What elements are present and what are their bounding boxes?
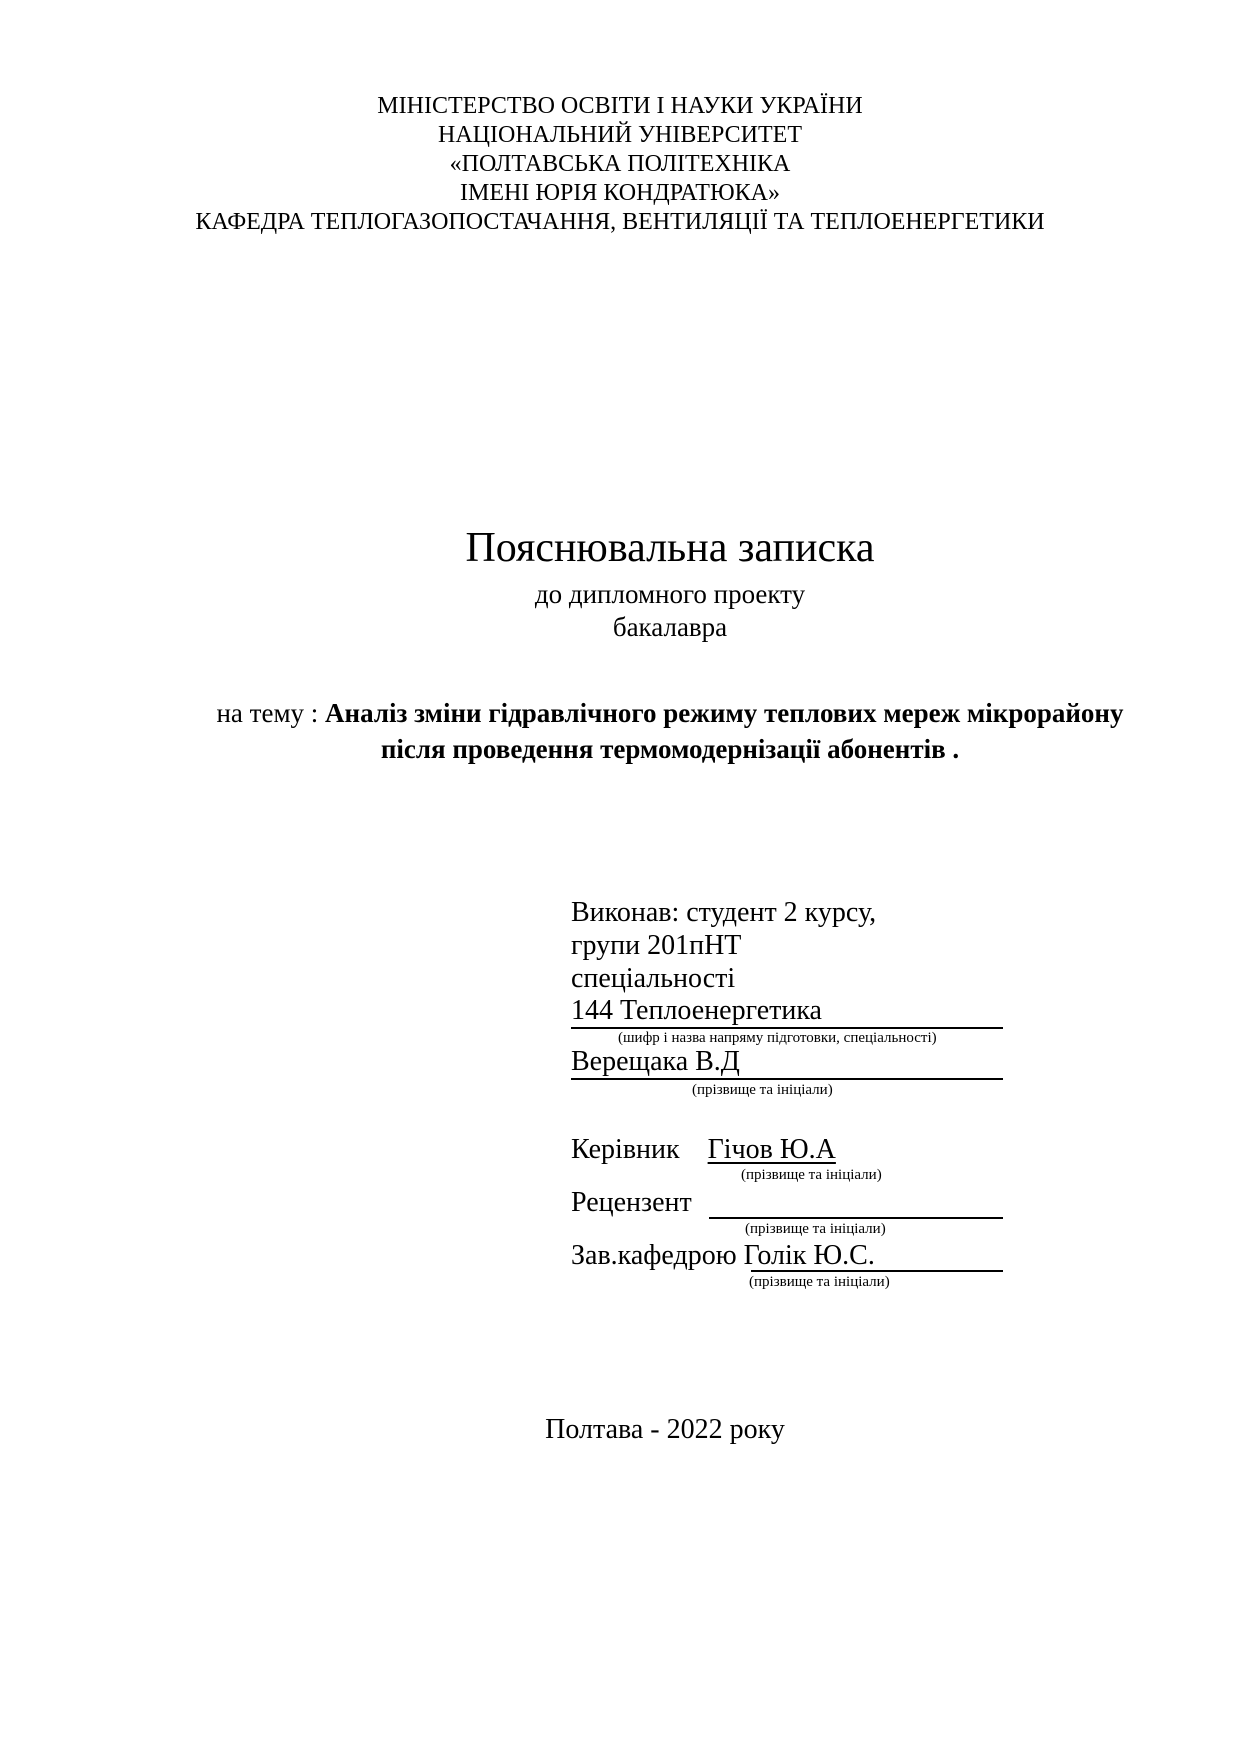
city-year: Полтава - 2022 року	[545, 1414, 785, 1445]
topic-line-1	[100, 695, 1240, 731]
head-row	[571, 1239, 875, 1272]
reviewer-hint: (прізвище та ініціали)	[745, 1221, 886, 1237]
head-hint: (прізвище та ініціали)	[749, 1274, 890, 1290]
supervisor-label: Керівник	[571, 1134, 680, 1165]
specialty-value: 144 Теплоенергетика	[571, 995, 822, 1026]
specialty-field	[571, 995, 1003, 1029]
department-line: КАФЕДРА ТЕПЛОГАЗОПОСТАЧАННЯ, ВЕНТИЛЯЦІЇ ТА ТЕПЛОЕНЕРГЕТИКИ	[195, 209, 1045, 235]
document-subtitle-1: до дипломного проекту	[534, 579, 806, 609]
reviewer-label: Рецензент	[571, 1187, 692, 1218]
head-name: Голік Ю.С.	[743, 1240, 875, 1271]
ministry-line: МІНІСТЕРСТВО ОСВІТИ І НАУКИ УКРАЇНИ	[377, 93, 863, 119]
university-line: НАЦІОНАЛЬНИЙ УНІВЕРСИТЕТ	[438, 122, 802, 148]
student-name: Верещака В.Д	[571, 1046, 740, 1077]
topic-prefix: на тему :	[216, 698, 326, 728]
topic-title-part-2: після проведення термомодернізації абонентів .	[380, 734, 960, 764]
head-name-line	[751, 1270, 1003, 1272]
topic-title-part-1: Аналіз зміни гідравлічного режиму теплових мереж мікрорайону	[325, 698, 1124, 728]
document-subtitle-2: бакалавра	[612, 612, 728, 642]
student-name-field	[571, 1046, 1003, 1080]
supervisor-row	[571, 1133, 836, 1166]
reviewer-name-line	[709, 1217, 1003, 1219]
supervisor-hint: (прізвище та ініціали)	[741, 1167, 882, 1183]
thesis-topic	[0, 695, 1240, 767]
topic-line-2	[100, 731, 1240, 767]
specialty-hint: (шифр і назва напряму підготовки, спеціальності)	[618, 1030, 937, 1046]
head-label: Зав.кафедрою	[571, 1240, 744, 1271]
student-group: групи 201пНТ	[571, 930, 742, 961]
institution-header	[0, 92, 1240, 237]
reviewer-row	[571, 1186, 692, 1219]
student-course: Виконав: студент 2 курсу,	[571, 897, 877, 928]
document-title: Пояснювальна записка	[465, 525, 875, 571]
university-name-line: «ПОЛТАВСЬКА ПОЛІТЕХНІКА	[449, 151, 791, 177]
student-name-hint: (прізвище та ініціали)	[692, 1082, 833, 1098]
student-specialty-label: спеціальності	[571, 963, 736, 994]
university-named-after-line: ІМЕНІ ЮРІЯ КОНДРАТЮКА»	[460, 180, 780, 206]
supervisor-name: Гічов Ю.А	[707, 1134, 836, 1165]
